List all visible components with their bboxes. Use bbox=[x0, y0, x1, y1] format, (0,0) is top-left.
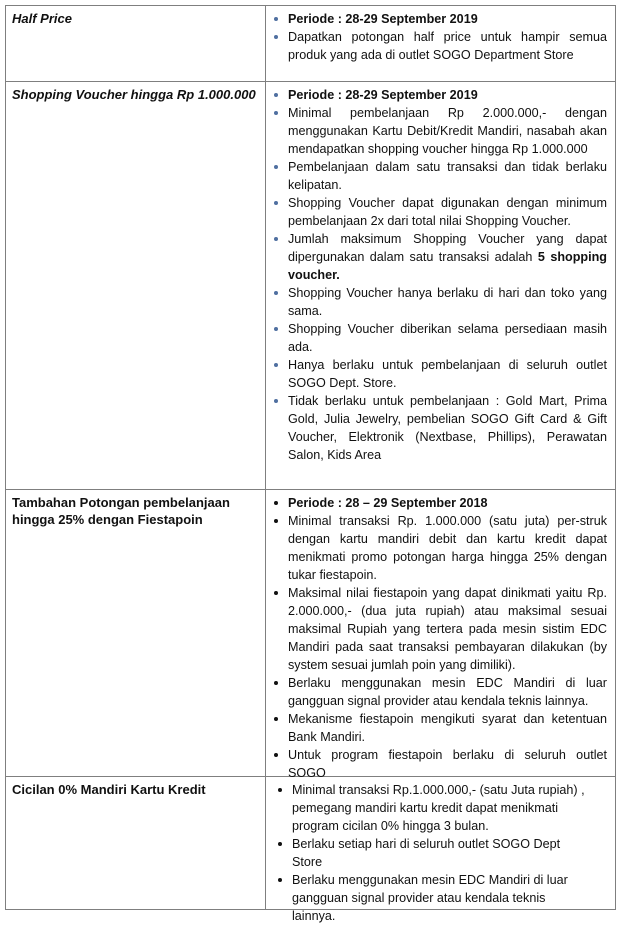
list-item: Mekanisme fiestapoin mengikuti syarat dan ketentuan Bank Mandiri. bbox=[272, 710, 607, 746]
bullet-icon bbox=[274, 753, 278, 757]
promo-details bbox=[266, 490, 615, 780]
list-item: Minimal transaksi Rp. 1.000.000 (satu juta) per-struk dengan kartu mandiri debit dan kartu kredit dapat menikmati promo potongan harga hingga 25% dengan tukar fiestapoin. bbox=[272, 512, 607, 584]
list-item: Shopping Voucher diberikan selama persediaan masih ada. bbox=[272, 320, 607, 356]
list-item: Periode : 28-29 September 2019 bbox=[272, 10, 607, 28]
bullet-icon bbox=[274, 717, 278, 721]
bullet-icon bbox=[274, 327, 278, 331]
bullet-icon bbox=[278, 842, 282, 846]
list-item: Jumlah maksimum Shopping Voucher yang dapat dipergunakan dalam satu transaksi adalah 5 shopping voucher. bbox=[272, 230, 607, 284]
list-item: Periode : 28 – 29 September 2018 bbox=[272, 494, 607, 512]
list-item: Minimal transaksi Rp.1.000.000,- (satu Juta rupiah) , pemegang mandiri kartu kredit dapat menikmati program cicilan 0% hingga 3 bulan. bbox=[276, 781, 585, 835]
list-item: Berlaku menggunakan mesin EDC Mandiri di luar gangguan signal provider atau kendala teknis lainnya. bbox=[276, 871, 585, 925]
promo-details bbox=[266, 777, 615, 923]
promo-row-shopping-voucher bbox=[5, 81, 616, 489]
bullet-icon bbox=[278, 878, 282, 882]
bullet-icon bbox=[274, 201, 278, 205]
bullet-icon bbox=[274, 165, 278, 169]
list-item: Berlaku menggunakan mesin EDC Mandiri di luar gangguan signal provider atau kendala teknis lainnya. bbox=[272, 674, 607, 710]
promo-row-cicilan bbox=[5, 776, 616, 923]
bullet-icon bbox=[274, 291, 278, 295]
list-item: Untuk program fiestapoin berlaku di seluruh outlet SOGO bbox=[272, 746, 607, 782]
list-item: Tidak berlaku untuk pembelanjaan : Gold Mart, Prima Gold, Julia Jewelry, pembelian SOGO Gift Card & Gift Voucher, Elektronik (Nextbase, Phillips), Perawatan Salon, Kids Area bbox=[272, 392, 607, 464]
bullet-icon bbox=[274, 111, 278, 115]
bullet-icon bbox=[274, 363, 278, 367]
bullet-icon bbox=[274, 519, 278, 523]
promo-row-fiestapoin bbox=[5, 489, 616, 780]
promo-title: Half Price bbox=[6, 6, 266, 81]
list-item: Minimal pembelanjaan Rp 2.000.000,- dengan menggunakan Kartu Debit/Kredit Mandiri, nasabah akan mendapatkan shopping voucher hingga Rp 1.000.000 bbox=[272, 104, 607, 158]
bullet-icon bbox=[274, 591, 278, 595]
bullet-icon bbox=[274, 93, 278, 97]
bullet-icon bbox=[274, 237, 278, 241]
list-item: Hanya berlaku untuk pembelanjaan di seluruh outlet SOGO Dept. Store. bbox=[272, 356, 607, 392]
promo-title: Tambahan Potongan pembelanjaan hingga 25% dengan Fiestapoin bbox=[6, 490, 266, 776]
promo-title: Cicilan 0% Mandiri Kartu Kredit bbox=[6, 777, 266, 909]
bullet-icon bbox=[274, 399, 278, 403]
list-item: Shopping Voucher dapat digunakan dengan minimum pembelanjaan 2x dari total nilai Shopping Voucher. bbox=[272, 194, 607, 230]
list-item: Dapatkan potongan half price untuk hampir semua produk yang ada di outlet SOGO Department Store bbox=[272, 28, 607, 64]
bullet-icon bbox=[274, 17, 278, 21]
promo-details bbox=[266, 82, 615, 489]
list-item: Shopping Voucher hanya berlaku di hari dan toko yang sama. bbox=[272, 284, 607, 320]
promo-title: Shopping Voucher hingga Rp 1.000.000 bbox=[6, 82, 266, 489]
list-item: Maksimal nilai fiestapoin yang dapat dinikmati yaitu Rp. 2.000.000,- (dua juta rupiah) atau maksimal sesuai maksimal Rupiah yang tertera pada mesin sistim EDC Mandiri pada saat transaksi pembayaran dilakukan (by system sesuai jumlah poin yang dimiliki). bbox=[272, 584, 607, 674]
promo-row-half-price bbox=[5, 5, 616, 81]
bullet-icon bbox=[274, 35, 278, 39]
bullet-icon bbox=[278, 788, 282, 792]
list-item: Berlaku setiap hari di seluruh outlet SOGO Dept Store bbox=[276, 835, 585, 871]
list-item: Pembelanjaan dalam satu transaksi dan tidak berlaku kelipatan. bbox=[272, 158, 607, 194]
list-item: Periode : 28-29 September 2019 bbox=[272, 86, 607, 104]
bullet-icon bbox=[274, 681, 278, 685]
promo-table bbox=[5, 5, 616, 923]
promo-details bbox=[266, 6, 615, 81]
bullet-icon bbox=[274, 501, 278, 505]
